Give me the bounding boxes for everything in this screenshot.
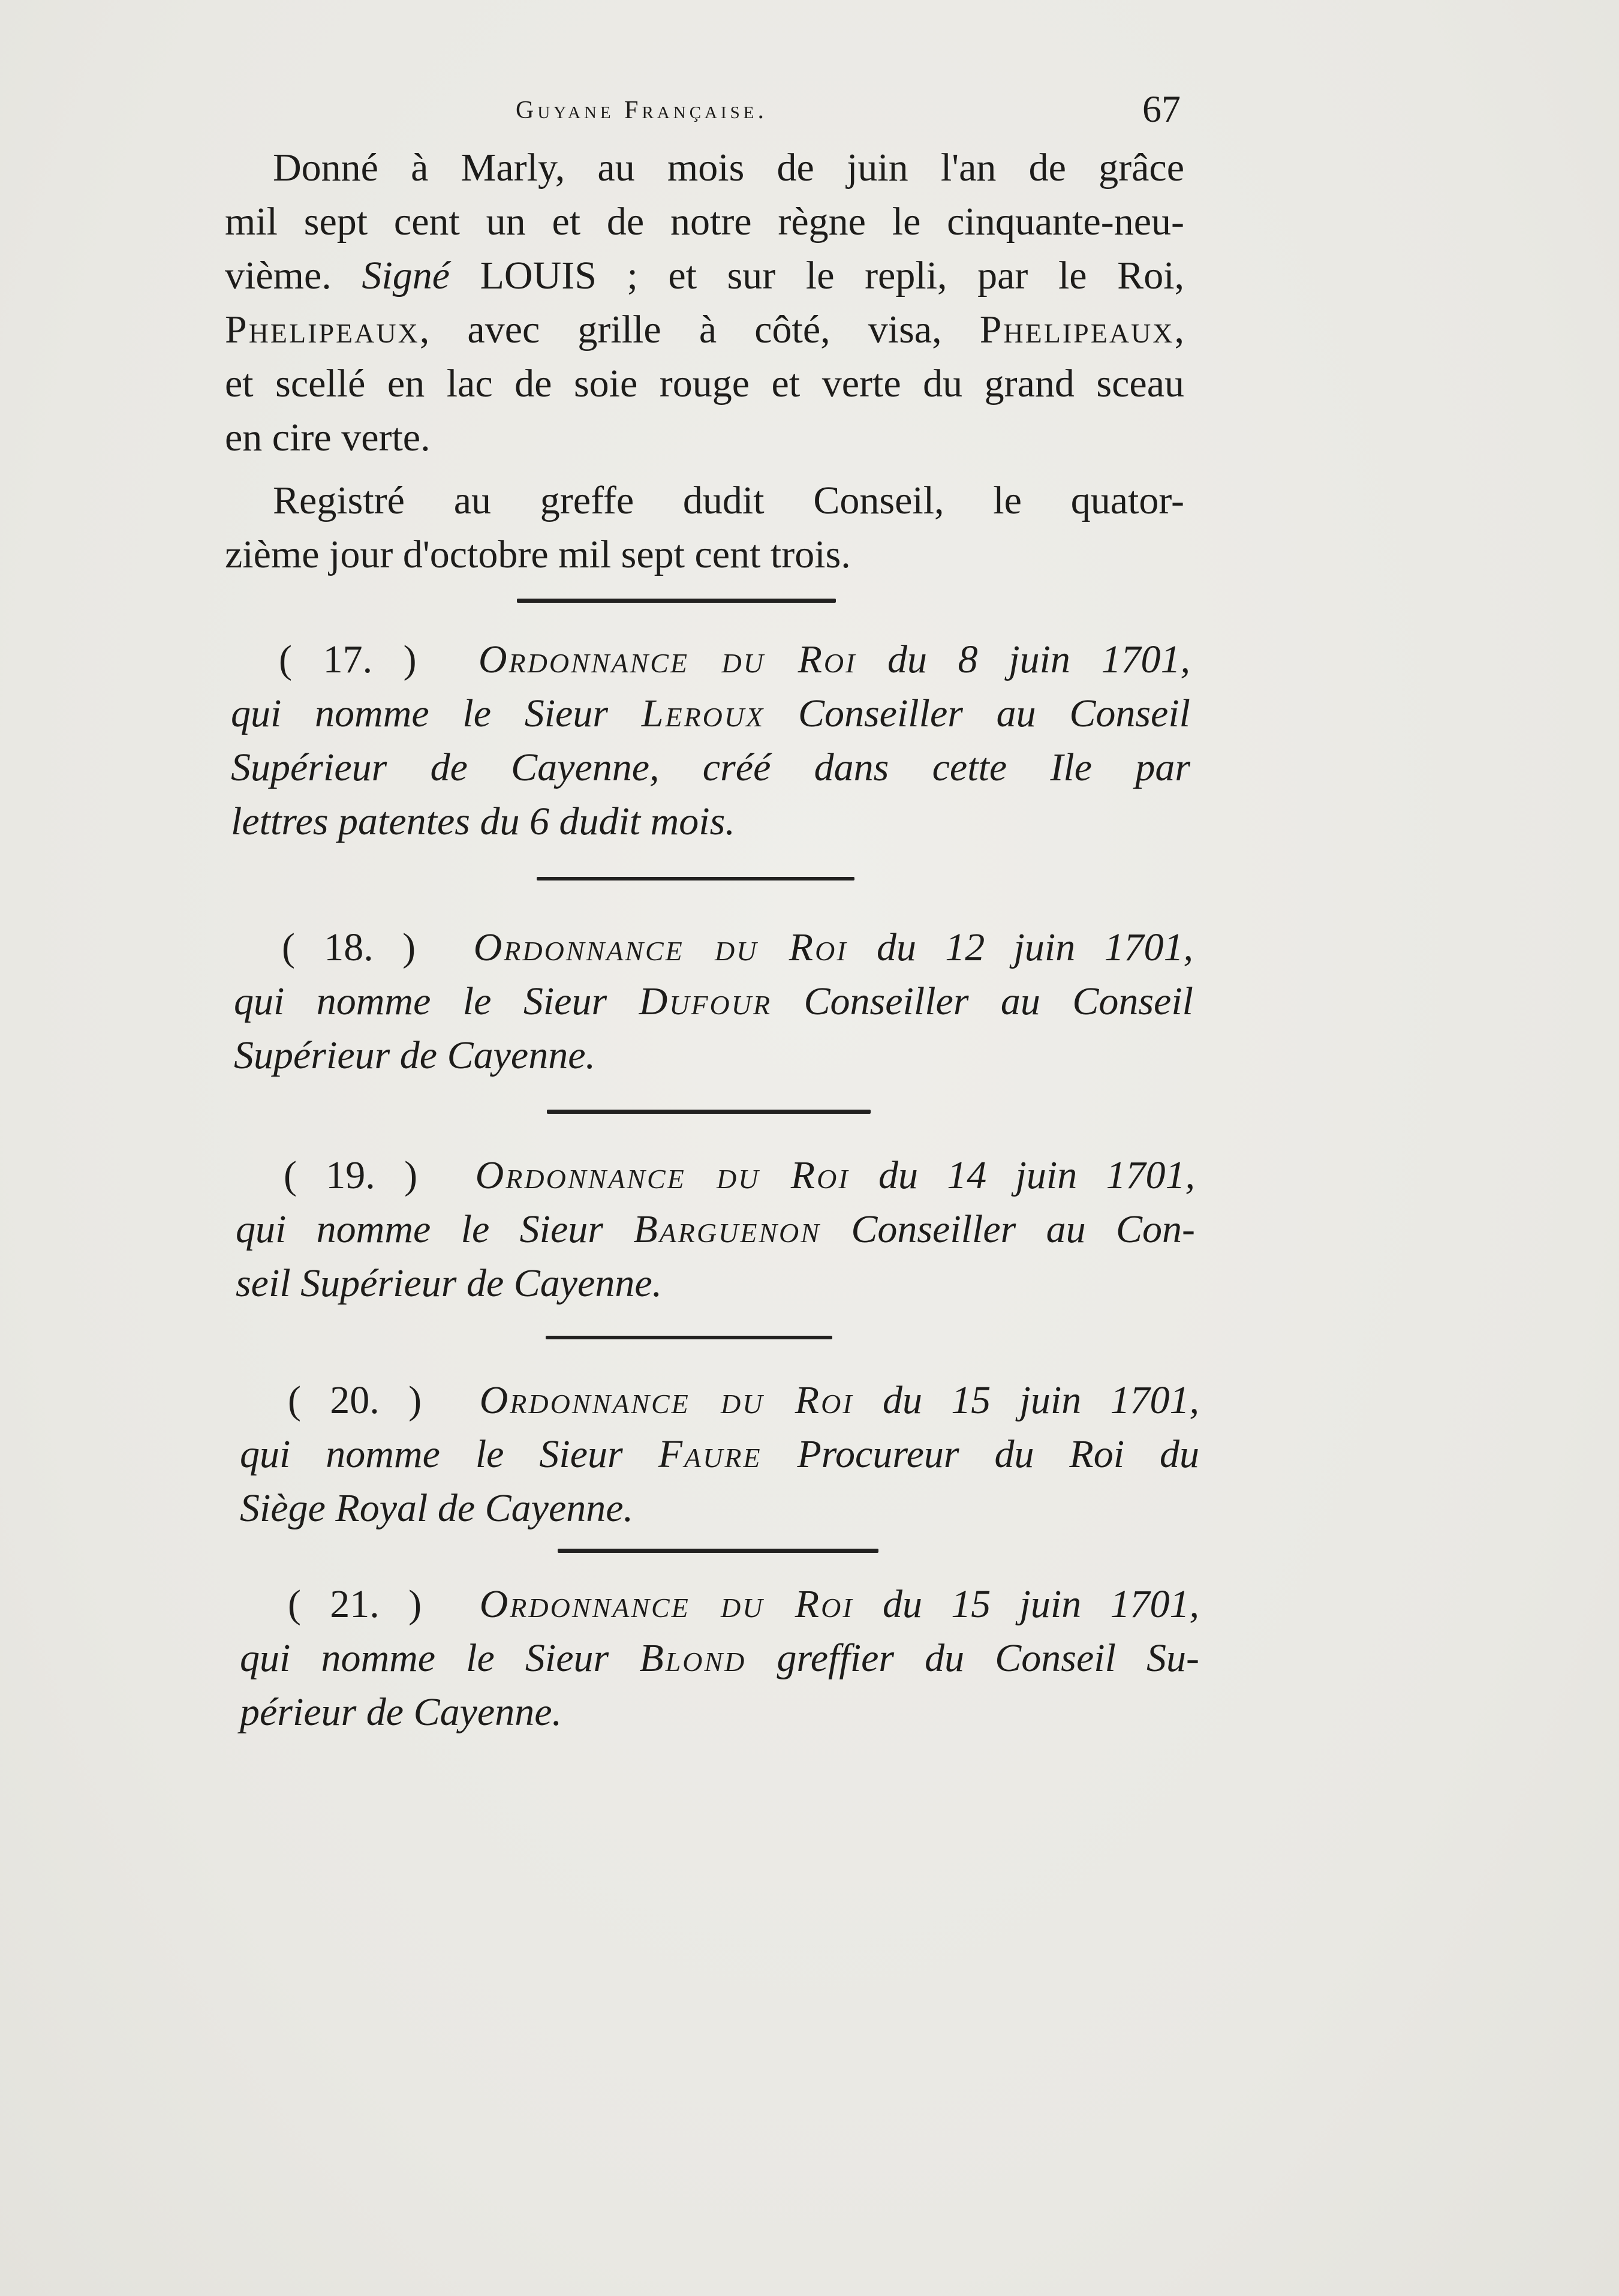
- name-faure: Faure: [658, 1432, 762, 1476]
- separator-rule: [537, 877, 854, 880]
- entry-21: [240, 1577, 1199, 1739]
- signe-word: Signé: [362, 254, 450, 297]
- entry-17: [231, 633, 1190, 849]
- text-line: Siège Royal de Cayenne.: [240, 1486, 634, 1530]
- separator-rule: [558, 1549, 878, 1553]
- text-line: Supérieur de Cayenne, créé dans cette Ile par: [231, 746, 1190, 789]
- separator-rule: [547, 1110, 871, 1114]
- name-blond: Blond: [639, 1636, 747, 1680]
- separator-rule: [517, 599, 836, 603]
- entry-20: [240, 1374, 1199, 1535]
- text-line: qui nomme le Sieur Blond greffier du Conseil Su-: [240, 1636, 1200, 1680]
- text-line: qui nomme le Sieur Leroux Conseiller au Conseil: [231, 692, 1191, 735]
- text-line: en cire verte.: [225, 416, 431, 459]
- text-line: seil Supérieur de Cayenne.: [236, 1261, 663, 1305]
- text-line: mil sept cent un et de notre règne le cinquante-neu-: [225, 200, 1184, 244]
- entry-heading: ( 20. ) Ordonnance du Roi du 15 juin 1701,: [288, 1378, 1200, 1422]
- text-line: qui nomme le Sieur Barguenon Conseiller au Con-: [236, 1207, 1196, 1251]
- name-phelipeaux: Phelipeaux: [225, 308, 420, 351]
- name-leroux: Leroux: [641, 692, 765, 735]
- text-line: périeur de Cayenne.: [240, 1690, 562, 1734]
- text-line: qui nomme le Sieur Faure Procureur du Roi du: [240, 1432, 1200, 1476]
- page-number: 67: [1142, 88, 1181, 130]
- paragraph-registre: [225, 474, 1184, 582]
- text-line: Registré au greffe dudit Conseil, le quator-: [273, 479, 1184, 522]
- entry-19: [236, 1149, 1195, 1311]
- separator-rule: [546, 1336, 832, 1339]
- paragraph-donne: [225, 141, 1184, 465]
- running-title: Guyane Française.: [516, 97, 768, 124]
- entry-heading: ( 21. ) Ordonnance du Roi du 15 juin 1701,: [288, 1582, 1200, 1626]
- name-barguenon: Barguenon: [633, 1207, 821, 1251]
- text-line: et scellé en lac de soie rouge et verte du grand sceau: [225, 362, 1184, 405]
- entry-18: [234, 921, 1193, 1083]
- name-dufour: Dufour: [639, 979, 772, 1023]
- entry-heading: ( 17. ) Ordonnance du Roi du 8 juin 1701,: [279, 638, 1190, 681]
- text-line: Supérieur de Cayenne.: [234, 1033, 595, 1077]
- entry-heading: ( 18. ) Ordonnance du Roi du 12 juin 1701,: [282, 925, 1194, 969]
- text-line: vième. Signé LOUIS ; et sur le repli, par le Roi,: [225, 254, 1185, 297]
- text-line: zième jour d'octobre mil sept cent trois.: [225, 533, 851, 576]
- text-line: Donné à Marly, au mois de juin l'an de grâce: [273, 146, 1184, 190]
- entry-heading: ( 19. ) Ordonnance du Roi du 14 juin 1701,: [284, 1153, 1196, 1197]
- text-line: qui nomme le Sieur Dufour Conseiller au Conseil: [234, 979, 1194, 1023]
- text-line: lettres patentes du 6 dudit mois.: [231, 800, 735, 843]
- text-line: Phelipeaux, avec grille à côté, visa, Phelipeaux,: [225, 308, 1185, 351]
- name-phelipeaux: Phelipeaux: [979, 308, 1175, 351]
